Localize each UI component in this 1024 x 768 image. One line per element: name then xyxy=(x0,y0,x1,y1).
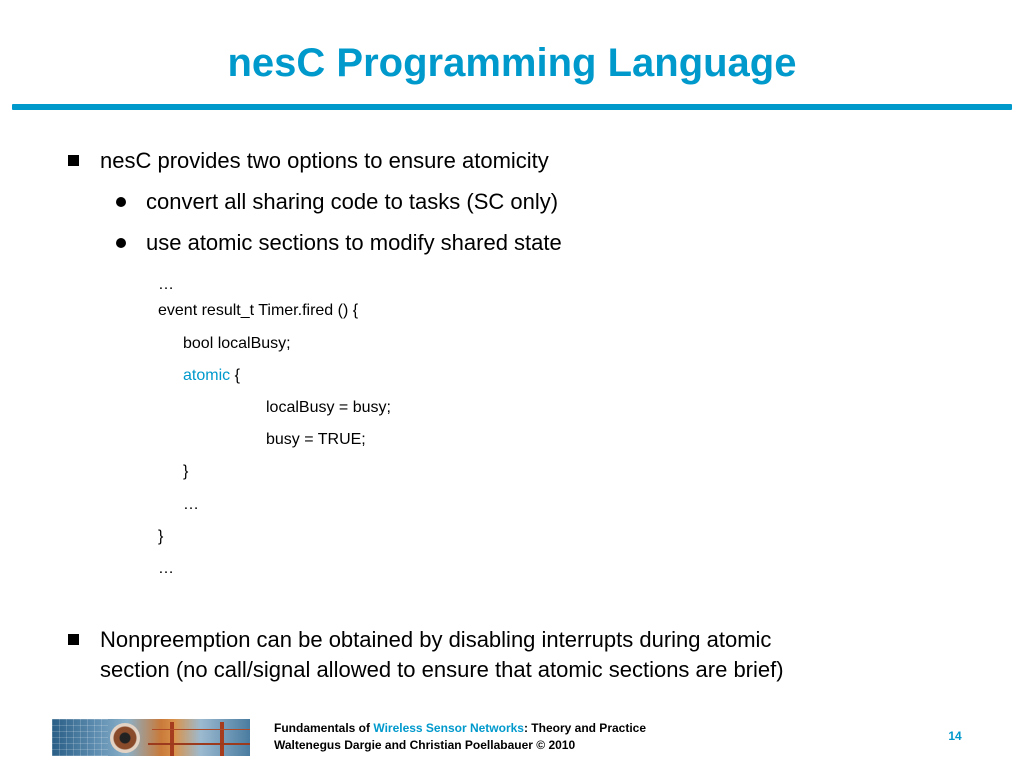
code-line-assign-local: localBusy = busy; xyxy=(266,399,391,416)
bridge-tower-graphic xyxy=(220,722,224,756)
code-line-event-signature: event result_t Timer.fired () { xyxy=(158,302,359,319)
code-line-ellipsis-top: … xyxy=(158,276,174,293)
square-bullet-icon xyxy=(68,155,79,166)
code-line-ellipsis-bottom: … xyxy=(158,560,174,577)
footer-authors: Waltenegus Dargie and Christian Poellabauer © 2010 xyxy=(274,738,576,752)
bridge-cable-graphic xyxy=(152,729,250,730)
code-line-assign-busy: busy = TRUE; xyxy=(266,431,366,448)
round-bullet-icon xyxy=(116,238,126,248)
eye-graphic xyxy=(110,723,140,753)
slide-title: nesC Programming Language xyxy=(227,41,797,85)
bridge-tower-graphic xyxy=(170,722,174,756)
footer-title-prefix: Fundamentals of xyxy=(274,721,374,735)
square-bullet-icon xyxy=(68,634,79,645)
footer-credits xyxy=(274,720,646,754)
code-line-atomic-open xyxy=(183,365,240,387)
page-number: 14 xyxy=(948,729,962,743)
footer-title-suffix: : Theory and Practice xyxy=(523,721,647,735)
footer-title-highlight: Wireless Sensor Networks xyxy=(373,721,524,735)
bullet-text-nonpreemption-line2: section (no call/signal allowed to ensure that atomic sections are brief) xyxy=(100,657,784,682)
footer-collage-image xyxy=(52,719,250,756)
round-bullet-icon xyxy=(116,197,126,207)
bridge-deck-graphic xyxy=(148,743,250,745)
bullet-text-nonpreemption-line1: Nonpreemption can be obtained by disabling interrupts during atomic xyxy=(100,627,772,652)
code-line-ellipsis-inner: … xyxy=(183,496,199,513)
code-line-local-var: bool localBusy; xyxy=(183,335,291,352)
title-underline-divider xyxy=(12,104,1012,110)
code-brace-open: { xyxy=(230,367,240,384)
subbullet-text-tasks: convert all sharing code to tasks (SC only) xyxy=(146,189,559,214)
code-line-atomic-close: } xyxy=(183,463,189,480)
circuit-grid-graphic xyxy=(52,719,108,756)
footer-book-title xyxy=(274,720,646,737)
bullet-text-atomicity: nesC provides two options to ensure atomicity xyxy=(100,148,549,173)
code-line-event-close: } xyxy=(158,528,164,545)
code-keyword-atomic: atomic xyxy=(183,367,231,384)
subbullet-text-atomic-sections: use atomic sections to modify shared state xyxy=(146,230,562,255)
